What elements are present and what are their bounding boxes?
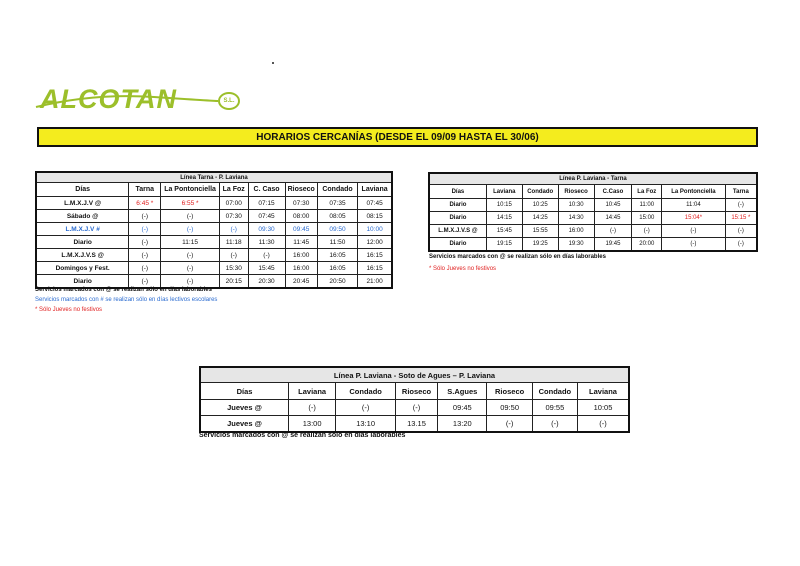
schedule-table-laviana-tarna <box>428 172 758 252</box>
time-cell: (-) <box>288 400 335 416</box>
column-header: La Foz <box>219 183 248 197</box>
table-caption: Línea P. Laviana - Soto de Agues – P. Laviana <box>200 367 629 383</box>
scan-speck <box>272 62 274 64</box>
time-cell: (-) <box>129 275 161 289</box>
time-cell: 07:30 <box>219 210 248 223</box>
time-cell: 11:18 <box>219 236 248 249</box>
time-cell: 11:15 <box>161 236 220 249</box>
footnote: Servicios marcados con @ se realizan sólo en días laborables <box>199 432 406 439</box>
time-cell: 11:50 <box>317 236 357 249</box>
footnote: Servicios marcados con # se realizan sólo en días lectivos escolares <box>35 297 218 303</box>
time-cell: 07:30 <box>285 197 317 210</box>
column-header: Rioseco <box>285 183 317 197</box>
header-row <box>429 185 757 199</box>
table-row <box>429 199 757 212</box>
time-cell: (-) <box>395 400 437 416</box>
page-title: HORARIOS CERCANÍAS (DESDE EL 09/09 HASTA EL 30/06) <box>37 127 758 147</box>
time-cell: 10:05 <box>578 400 629 416</box>
caption-row <box>36 172 392 183</box>
table-caption: Línea Tarna - P. Laviana <box>36 172 392 183</box>
caption-row <box>200 367 629 383</box>
table-row <box>36 275 392 289</box>
column-header: Rioseco <box>487 383 532 400</box>
time-cell: (-) <box>161 275 220 289</box>
time-cell: 07:15 <box>248 197 285 210</box>
time-cell: (-) <box>594 225 632 238</box>
time-cell: 15:45 <box>248 262 285 275</box>
column-header: Condado <box>336 383 396 400</box>
table-row <box>200 400 629 416</box>
table-row <box>429 238 757 252</box>
time-cell: 19:45 <box>594 238 632 252</box>
time-cell: 13:20 <box>438 416 487 433</box>
column-header: Días <box>36 183 129 197</box>
table-caption: Línea P. Laviana - Tarna <box>429 173 757 185</box>
day-cell: Jueves @ <box>200 416 288 433</box>
time-cell: 20:15 <box>219 275 248 289</box>
time-cell: (-) <box>129 249 161 262</box>
table-row <box>429 212 757 225</box>
time-cell: (-) <box>248 249 285 262</box>
time-cell: 09:50 <box>487 400 532 416</box>
day-cell: L.M.X.J.V.S @ <box>429 225 486 238</box>
time-cell: 6:55 * <box>161 197 220 210</box>
time-cell: 11:00 <box>632 199 662 212</box>
column-header: Condado <box>317 183 357 197</box>
caption-row <box>429 173 757 185</box>
day-cell: L.M.X.J.V.S @ <box>36 249 129 262</box>
time-cell: 21:00 <box>358 275 392 289</box>
table-row <box>429 225 757 238</box>
time-cell: 10:15 <box>486 199 522 212</box>
header-row <box>200 383 629 400</box>
column-header: S.Agues <box>438 383 487 400</box>
table-row <box>36 236 392 249</box>
time-cell: (-) <box>662 238 726 252</box>
time-cell: 13.15 <box>395 416 437 433</box>
time-cell: 15:30 <box>219 262 248 275</box>
day-cell: Diario <box>429 238 486 252</box>
time-cell: 20:45 <box>285 275 317 289</box>
day-cell: Diario <box>36 236 129 249</box>
column-header: Laviana <box>578 383 629 400</box>
time-cell: 11:04 <box>662 199 726 212</box>
time-cell: (-) <box>662 225 726 238</box>
time-cell: 08:15 <box>358 210 392 223</box>
time-cell: (-) <box>725 225 757 238</box>
time-cell: 6:45 * <box>129 197 161 210</box>
footnote: * Sólo Jueves no festivos <box>429 266 497 272</box>
time-cell: 19:25 <box>522 238 558 252</box>
time-cell: 10:25 <box>522 199 558 212</box>
day-cell: Diario <box>429 199 486 212</box>
time-cell: (-) <box>161 223 220 236</box>
day-cell: L.M.X.J.V # <box>36 223 129 236</box>
day-cell: Jueves @ <box>200 400 288 416</box>
column-header: Tarna <box>129 183 161 197</box>
column-header: La Foz <box>632 185 662 199</box>
time-cell: 12:00 <box>358 236 392 249</box>
time-cell: 09:45 <box>438 400 487 416</box>
time-cell: 10:00 <box>358 223 392 236</box>
day-cell: Diario <box>429 212 486 225</box>
time-cell: (-) <box>725 238 757 252</box>
time-cell: 15:00 <box>632 212 662 225</box>
column-header: C. Caso <box>248 183 285 197</box>
table-row <box>36 262 392 275</box>
time-cell: (-) <box>725 199 757 212</box>
time-cell: 16:00 <box>285 249 317 262</box>
time-cell: 20:50 <box>317 275 357 289</box>
time-cell: 19:15 <box>486 238 522 252</box>
time-cell: (-) <box>532 416 577 433</box>
time-cell: (-) <box>219 249 248 262</box>
time-cell: 20:30 <box>248 275 285 289</box>
time-cell: (-) <box>129 210 161 223</box>
logo-text: ALCOTAN <box>40 84 177 114</box>
time-cell: 14:15 <box>486 212 522 225</box>
table-row <box>36 223 392 236</box>
schedule-table-tarna-laviana <box>35 171 393 289</box>
column-header: Condado <box>532 383 577 400</box>
header-row <box>36 183 392 197</box>
time-cell: 14:30 <box>558 212 594 225</box>
time-cell: 19:30 <box>558 238 594 252</box>
table-row <box>36 249 392 262</box>
time-cell: (-) <box>219 223 248 236</box>
day-cell: L.M.X.J.V @ <box>36 197 129 210</box>
footnote: Servicios marcados con @ se realizan sólo en días laborables <box>35 287 212 293</box>
time-cell: 16:00 <box>558 225 594 238</box>
time-cell: 08:00 <box>285 210 317 223</box>
time-cell: 16:15 <box>358 262 392 275</box>
time-cell: 07:45 <box>248 210 285 223</box>
time-cell: 16:05 <box>317 249 357 262</box>
time-cell: 07:45 <box>358 197 392 210</box>
table-row <box>36 197 392 210</box>
column-header: La Pontonciella <box>662 185 726 199</box>
column-header: La Pontonciella <box>161 183 220 197</box>
time-cell: 15:04* <box>662 212 726 225</box>
logo-mark: S.L. <box>218 92 240 110</box>
time-cell: (-) <box>129 262 161 275</box>
day-cell: Domingos y Fest. <box>36 262 129 275</box>
table-row <box>36 210 392 223</box>
time-cell: 15:15 * <box>725 212 757 225</box>
time-cell: 14:45 <box>594 212 632 225</box>
time-cell: (-) <box>129 223 161 236</box>
time-cell: 07:00 <box>219 197 248 210</box>
day-cell: Sábado @ <box>36 210 129 223</box>
footnote: Servicios marcados con @ se realizan sólo en días laborables <box>429 254 606 260</box>
column-header: Condado <box>522 185 558 199</box>
time-cell: 20:00 <box>632 238 662 252</box>
time-cell: (-) <box>161 262 220 275</box>
time-cell: 09:55 <box>532 400 577 416</box>
time-cell: 14:25 <box>522 212 558 225</box>
time-cell: 10:30 <box>558 199 594 212</box>
column-header: Laviana <box>288 383 335 400</box>
time-cell: 09:30 <box>248 223 285 236</box>
time-cell: 09:45 <box>285 223 317 236</box>
column-header: Días <box>200 383 288 400</box>
column-header: Tarna <box>725 185 757 199</box>
time-cell: 09:50 <box>317 223 357 236</box>
footnote: * Sólo Jueves no festivos <box>35 307 103 313</box>
time-cell: 16:00 <box>285 262 317 275</box>
time-cell: (-) <box>129 236 161 249</box>
time-cell: 11:45 <box>285 236 317 249</box>
table-row <box>200 416 629 433</box>
column-header: Laviana <box>486 185 522 199</box>
time-cell: (-) <box>161 210 220 223</box>
time-cell: 08:05 <box>317 210 357 223</box>
time-cell: 07:35 <box>317 197 357 210</box>
column-header: Días <box>429 185 486 199</box>
time-cell: 16:05 <box>317 262 357 275</box>
column-header: C.Caso <box>594 185 632 199</box>
time-cell: 15:45 <box>486 225 522 238</box>
time-cell: 11:30 <box>248 236 285 249</box>
time-cell: (-) <box>336 400 396 416</box>
column-header: Rioseco <box>558 185 594 199</box>
time-cell: (-) <box>487 416 532 433</box>
day-cell: Diario <box>36 275 129 289</box>
column-header: Rioseco <box>395 383 437 400</box>
time-cell: 10:45 <box>594 199 632 212</box>
time-cell: (-) <box>578 416 629 433</box>
time-cell: 13:10 <box>336 416 396 433</box>
time-cell: 16:15 <box>358 249 392 262</box>
time-cell: 13:00 <box>288 416 335 433</box>
time-cell: (-) <box>161 249 220 262</box>
time-cell: 15:55 <box>522 225 558 238</box>
column-header: Laviana <box>358 183 392 197</box>
schedule-table-soto-de-agues <box>199 366 630 433</box>
time-cell: (-) <box>632 225 662 238</box>
